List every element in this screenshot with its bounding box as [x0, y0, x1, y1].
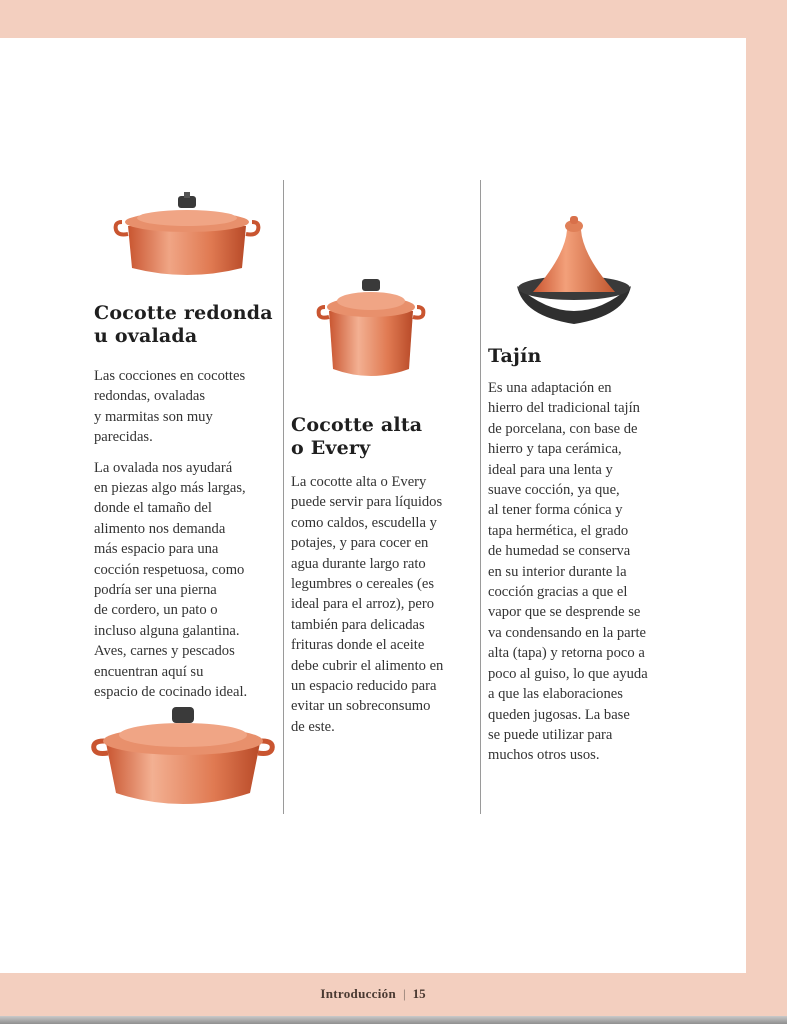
- page-number: 15: [412, 986, 426, 1001]
- column-divider-2: [480, 180, 481, 814]
- paragraph-tajin: Es una adaptación en hierro del tradicional tajín de porcelana, con base de hierro y tapa cerámica, ideal para una lenta y suave cocción, ya que, al tener forma cónica y tapa hermética, el grado de humedad se conserva en su interior durante la cocción gracias a que el vapor que se desprende se va condensando en la parte alta (tapa) y retorna poco a poco al guiso, lo que ayuda a que las elaboraciones queden jugosas. La base se puede utilizar para muchos otros usos.: [488, 380, 648, 764]
- oval-cocotte-icon: [90, 703, 276, 811]
- paragraph-cocotte-redonda-2: La ovalada nos ayudará en piezas algo más largas, donde el tamaño del alimento nos demanda más espacio para una cocción respetuosa, como podría ser una pierna de cordero, un pato o incluso alguna galantina. Aves, carnes y pescados encuentran aquí su espacio de cocinado ideal.: [94, 459, 248, 701]
- footer-separator: |: [403, 986, 406, 1001]
- tall-cocotte-icon: [315, 277, 427, 385]
- heading-cocotte-alta: Cocotte alta o Every: [291, 414, 423, 459]
- column-divider-1: [283, 180, 284, 814]
- paragraph-cocotte-alta: La cocotte alta o Every puede servir para líquidos como caldos, escudella y potajes, y para cocer en agua durante largo rato legumbres o cereales (es ideal para el arroz), pero también para delicadas frituras donde el aceite debe cubrir el alimento en un espacio reducido para evitar un sobreconsumo de este.: [291, 474, 444, 735]
- round-cocotte-icon: [112, 190, 262, 282]
- heading-tajin: Tajín: [488, 345, 542, 367]
- tajine-icon: [513, 216, 635, 328]
- column-tall-cocotte: [291, 414, 476, 737]
- heading-cocotte-redonda: Cocotte redonda u ovalada: [94, 302, 273, 347]
- column-round-cocotte: [94, 302, 279, 703]
- page-footer: [0, 973, 746, 1015]
- paragraph-cocotte-redonda-1: Las cocciones en cocottes redondas, ovaladas y marmitas son muy parecidas.: [94, 368, 246, 446]
- footer-section-title: Introducción: [320, 986, 396, 1001]
- column-tajine: [488, 345, 683, 766]
- bottom-edge-bar: [0, 1016, 787, 1024]
